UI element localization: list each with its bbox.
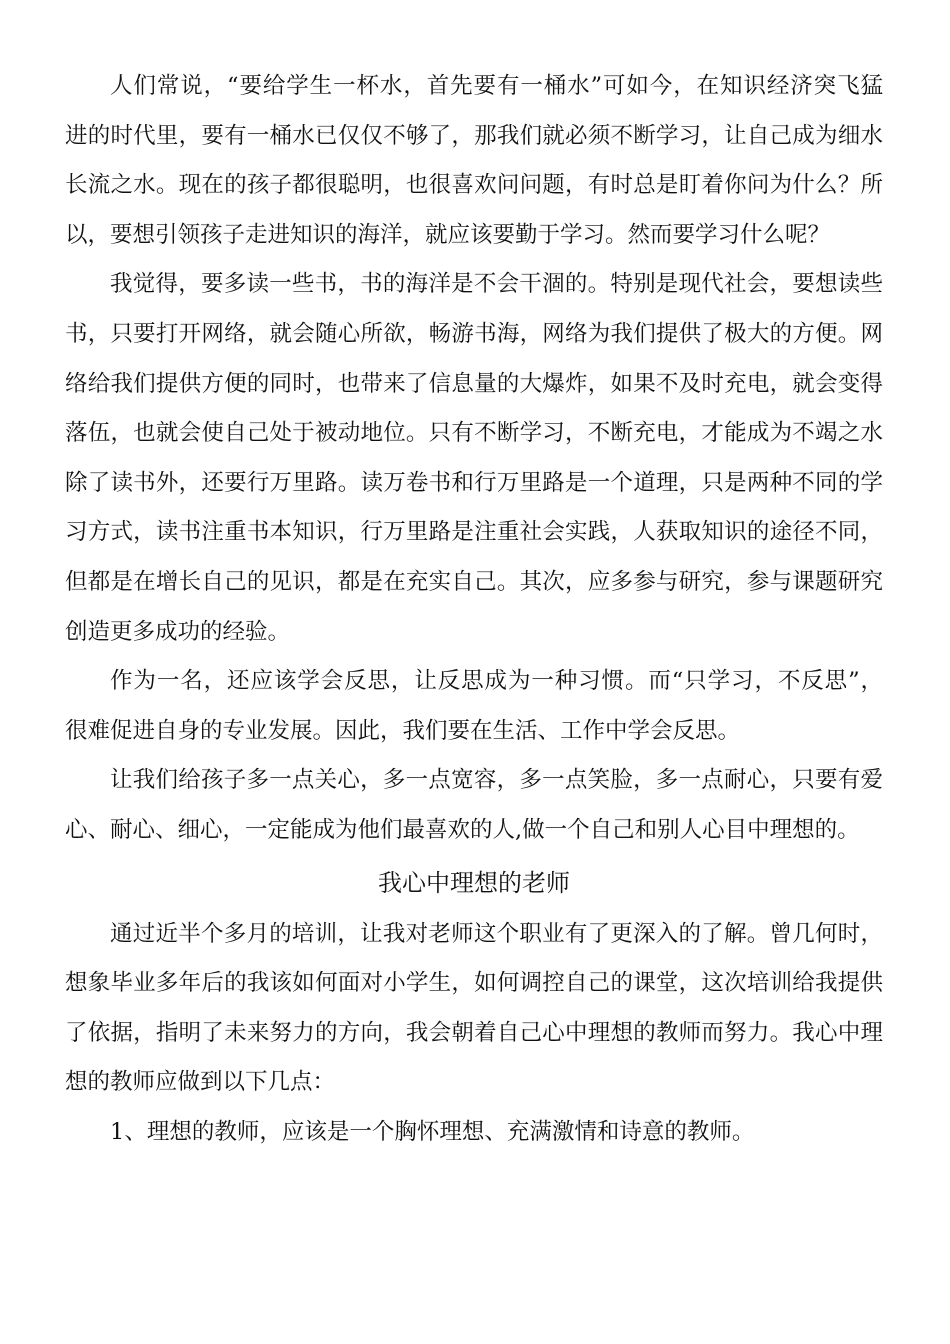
text-line: 作为一名，还应该学会反思，让反思成为一种习惯。而“只学习，不反思”， bbox=[110, 668, 883, 695]
text-line: 习方式，读书注重书本知识，行万里路是注重社会实践，人获取知识的途径不同， bbox=[65, 519, 883, 546]
text-line: 我觉得，要多读一些书，书的海洋是不会干涸的。特别是现代社会，要想读些 bbox=[110, 271, 883, 298]
text-line: 人们常说，“要给学生一杯水，首先要有一桶水”可如今，在知识经济突飞猛 bbox=[110, 73, 883, 99]
text-line: 长流之水。现在的孩子都很聪明，也很喜欢问问题，有时总是盯着你问为什么？所 bbox=[65, 172, 883, 199]
text-line: 创造更多成功的经验。 bbox=[65, 618, 291, 645]
text-line: 络给我们提供方便的同时，也带来了信息量的大爆炸，如果不及时充电，就会变得 bbox=[65, 370, 883, 397]
text-line: 想的教师应做到以下几点： bbox=[65, 1069, 336, 1096]
text-line: 了依据，指明了未来努力的方向，我会朝着自己心中理想的教师而努力。我心中理 bbox=[65, 1019, 883, 1046]
text-line: 通过近半个多月的培训，让我对老师这个职业有了更深入的了解。曾几何时， bbox=[110, 920, 883, 947]
document-page bbox=[65, 62, 883, 1157]
section-title: 我心中理想的老师 bbox=[378, 868, 570, 897]
text-line: 1、理想的教师，应该是一个胸怀理想、充满激情和诗意的教师。 bbox=[110, 1118, 755, 1145]
text-line: 除了读书外，还要行万里路。读万卷书和行万里路是一个道理，只是两种不同的学 bbox=[65, 469, 883, 496]
text-line: 但都是在增长自己的见识，都是在充实自己。其次，应多参与研究，参与课题研究 bbox=[65, 568, 883, 595]
text-line: 书，只要打开网络，就会随心所欲，畅游书海，网络为我们提供了极大的方便。网 bbox=[65, 320, 883, 347]
text-line: 以，要想引领孩子走进知识的海洋，就应该要勤于学习。然而要学习什么呢？ bbox=[65, 221, 831, 248]
text-line: 很难促进自身的专业发展。因此，我们要在生活、工作中学会反思。 bbox=[65, 717, 741, 744]
text-line: 让我们给孩子多一点关心，多一点宽容，多一点笑脸，多一点耐心，只要有爱 bbox=[110, 767, 883, 794]
text-line: 进的时代里，要有一桶水已仅仅不够了，那我们就必须不断学习，让自己成为细水 bbox=[65, 122, 883, 149]
text-line: 心、耐心、细心，一定能成为他们最喜欢的人,做一个自己和别人心目中理想的。 bbox=[65, 816, 860, 843]
text-line: 想象毕业多年后的我该如何面对小学生，如何调控自己的课堂，这次培训给我提供 bbox=[65, 970, 883, 997]
text-line: 落伍，也就会使自己处于被动地位。只有不断学习，不断充电，才能成为不竭之水 bbox=[65, 420, 883, 447]
